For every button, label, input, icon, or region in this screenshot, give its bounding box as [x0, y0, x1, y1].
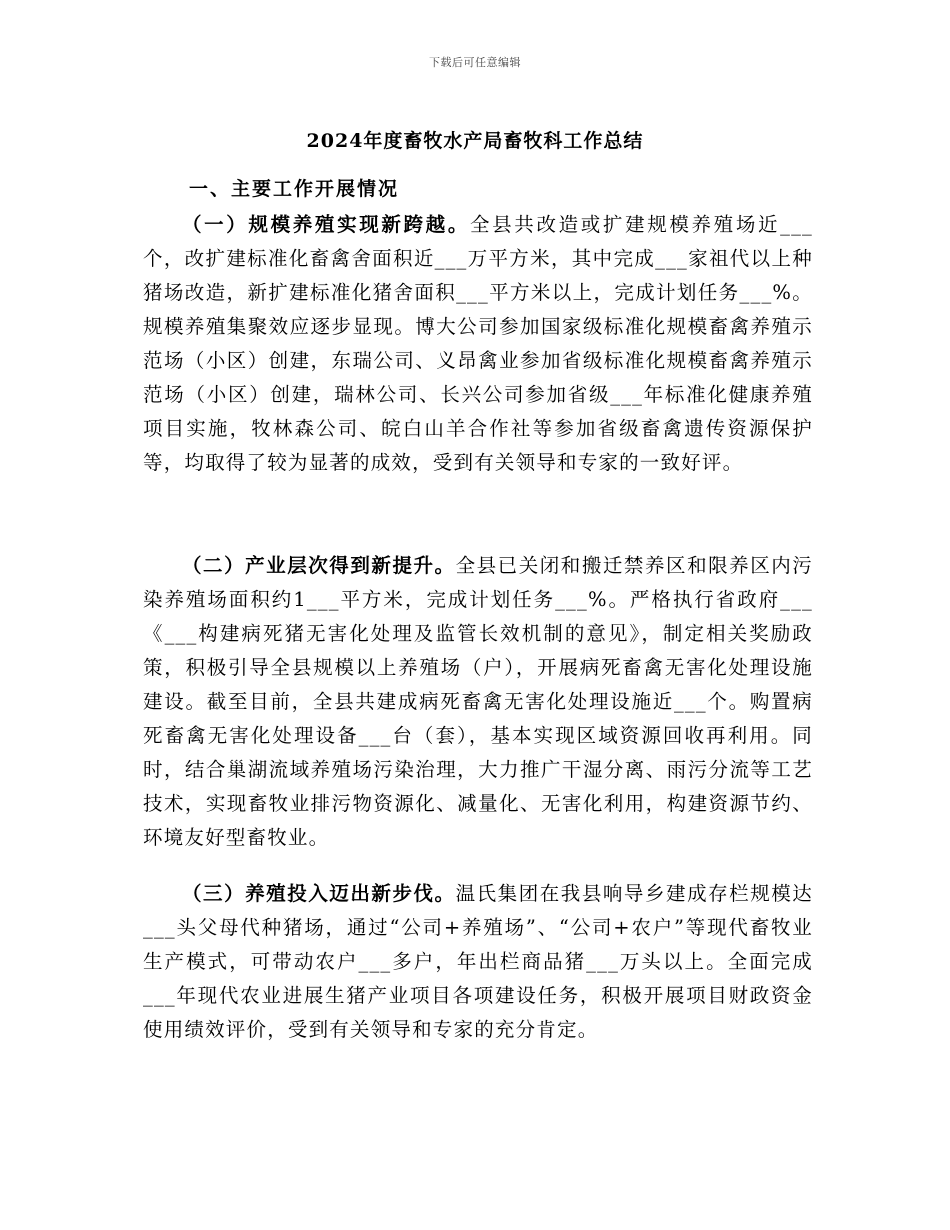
paragraph-body — [143, 877, 813, 1047]
paragraph-body — [143, 549, 813, 855]
paragraph-lead: （一）规模养殖实现新跨越。 — [182, 213, 470, 236]
paragraph-2 — [143, 549, 813, 855]
paragraph-3 — [143, 877, 813, 1047]
paragraph-text: 全县已关闭和搬迁禁养区和限养区内污染养殖场面积约1___平方米，完成计划任务___%。严格执行省政府___《___构建病死猪无害化处理及监管长效机制的意见》，制定相关奖励政策，积极引导全县规模以上养殖场（户），开展病死畜禽无害化处理设施建设。截至目前，全县共建成病死畜禽无害化处理设施近___个。购置病死畜禽无害化处理设备___台（套），基本实现区域资源回收再利用。同时，结合巢湖流域养殖场污染治理，大力推广干湿分离、雨污分流等工艺技术，实现畜牧业排污物资源化、减量化、无害化利用，构建资源节约、环境友好型畜牧业。 — [143, 554, 813, 849]
paragraph-lead: （二）产业层次得到新提升。 — [182, 554, 456, 577]
section-heading: 一、主要工作开展情况 — [189, 178, 400, 200]
paragraph-text: 温氏集团在我县响导乡建成存栏规模达___头父母代种猪场，通过“公司+养殖场”、“公司+农户”等现代畜牧业生产模式，可带动农户___多户，年出栏商品猪___万头以上。全面完成___年现代农业进展生猪产业项目各项建设任务，积极开展项目财政资金使用绩效评价，受到有关领导和专家的充分肯定。 — [143, 882, 813, 1041]
paragraph-text: 全县共改造或扩建规模养殖场近___个，改扩建标准化畜禽舍面积近___万平方米，其中完成___家祖代以上种猪场改造，新扩建标准化猪舍面积___平方米以上，完成计划任务___%。规模养殖集聚效应逐步显现。博大公司参加国家级标准化规模畜禽养殖示范场（小区）创建，东瑞公司、义昂禽业参加省级标准化规模畜禽养殖示范场（小区）创建，瑞林公司、长兴公司参加省级___年标准化健康养殖项目实施，牧林森公司、皖白山羊合作社等参加省级畜禽遗传资源保护等，均取得了较为显著的成效，受到有关领导和专家的一致好评。 — [143, 213, 813, 474]
paragraph-lead: （三）养殖投入迈出新步伐。 — [182, 882, 456, 905]
paragraph-1 — [143, 208, 813, 480]
paragraph-body — [143, 208, 813, 480]
header-note: 下载后可任意编辑 — [429, 56, 521, 69]
document-title: 2024年度畜牧水产局畜牧科工作总结 — [306, 130, 644, 152]
